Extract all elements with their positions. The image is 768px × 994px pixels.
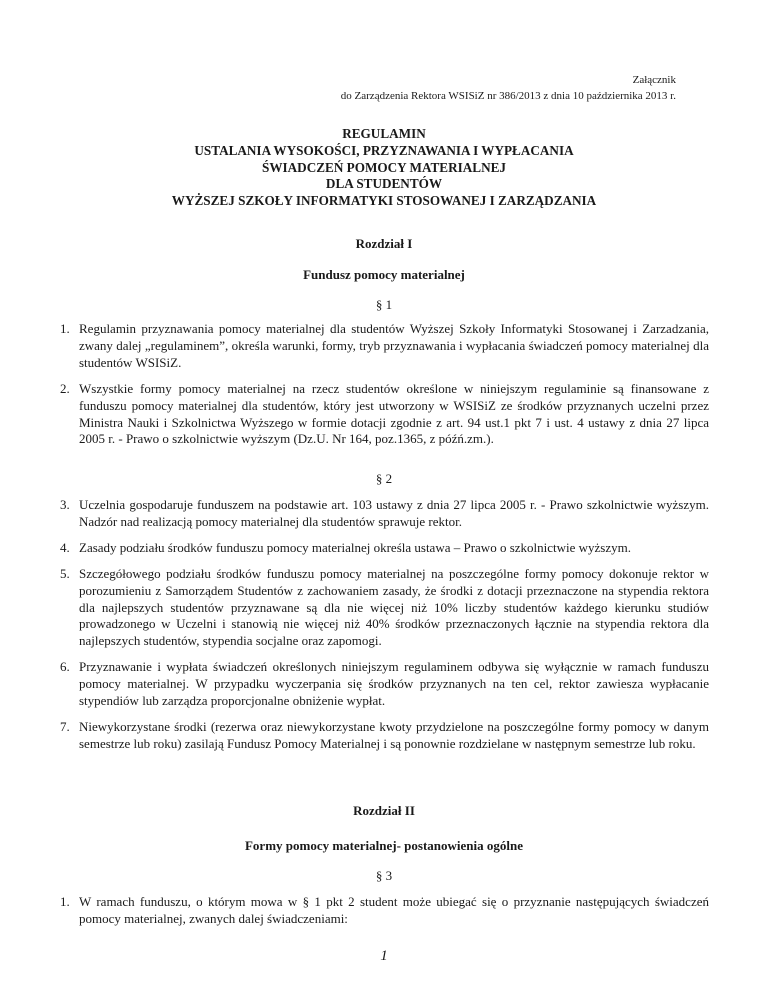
list-item <box>60 381 709 449</box>
list-item <box>60 894 709 928</box>
list-item <box>60 659 709 710</box>
annex-label: Załącznik <box>632 74 676 86</box>
list-item <box>60 321 709 372</box>
chapter-2-subheading: Formy pomocy materialnej- postanowienia ogólne <box>244 838 524 853</box>
item-number: 6. <box>60 659 70 675</box>
list-item <box>60 497 709 531</box>
item-text: Wszystkie formy pomocy materialnej na rzecz studentów określone w niniejszym regulaminie są finansowane z funduszu pomocy materialnej dla studentów, który jest utworzony w WSISiZ ze środków przyznanych uczelni przez Ministra Nauki i Szkolnictwa Wyższego w formie dotacji zgodnie z art. 94 ust.1 pkt 7 i ust. 4 ustawy z dnia 27 lipca 2005 r. - Prawo o szkolnictwie wyższym (Dz.U. Nr 164, poz.1365, z późń.zm.). <box>79 380 709 447</box>
section-1-mark: § 1 <box>375 297 393 312</box>
annex-reference: do Zarządzenia Rektora WSISiZ nr 386/2013 z dnia 10 października 2013 r. <box>340 90 676 102</box>
item-number: 3. <box>60 497 70 512</box>
section-2-mark: § 2 <box>375 471 393 486</box>
title-line-4: DLA STUDENTÓW <box>325 176 443 192</box>
section-3-list <box>60 894 709 928</box>
item-text: Uczelnia gospodaruje funduszem na podstawie art. 103 ustawy z dnia 27 lipca 2005 r. - Prawo szkolnictwie wyższym. Nadzór nad realizacją pomocy materialnej dla studentów sprawuje rektor. <box>79 497 709 529</box>
item-number: 2. <box>60 380 70 396</box>
page-number: 1 <box>380 948 388 964</box>
item-number: 1. <box>60 894 70 909</box>
list-item <box>60 566 709 651</box>
item-text: Zasady podziału środków funduszu pomocy materialnej określa ustawa – Prawo o szkolnictwie wyższym. <box>79 539 631 555</box>
item-number: 4. <box>60 539 70 555</box>
document-title <box>60 126 708 210</box>
item-number: 5. <box>60 565 70 581</box>
item-number: 7. <box>60 718 70 734</box>
list-item <box>60 540 709 557</box>
chapter-2-heading: Rozdział II <box>353 803 415 818</box>
section-3-mark: § 3 <box>375 868 393 883</box>
item-number: 1. <box>60 321 70 336</box>
title-line-5: WYŻSZEJ SZKOŁY INFORMATYKI STOSOWANEJ I ZARZĄDZANIA <box>171 193 597 209</box>
chapter-1-heading: Rozdział I <box>355 236 413 251</box>
section-2-list <box>60 497 709 753</box>
title-line-1: REGULAMIN <box>342 126 426 141</box>
title-line-3: ŚWIADCZEŃ POMOCY MATERIALNEJ <box>262 159 506 175</box>
item-text: Niewykorzystane środki (rezerwa oraz niewykorzystane kwoty przydzielone na poszczególne formy pomocy w danym semestrze lub roku) zasilają Fundusz Pomocy Materialnej i są ponownie rozdzielane w następnym semestrze lub roku. <box>79 718 709 751</box>
item-text: W ramach funduszu, o którym mowa w § 1 pkt 2 student może ubiegać się o przyznanie następujących świadczeń pomocy materialnej, zwanych dalej świadczeniami: <box>79 894 709 926</box>
item-text: Regulamin przyznawania pomocy materialnej dla studentów Wyższej Szkoły Informatyki Stosowanej i Zarzadzania, zwany dalej „regulaminem”, określa warunki, formy, tryb przyznawania i wypłacania świadczeń pomocy materialnej dla studentów WSISiZ. <box>79 321 709 370</box>
list-item <box>60 719 709 753</box>
item-text: Przyznawanie i wypłata świadczeń określonych niniejszym regulaminem odbywa się wyłącznie w ramach funduszu pomocy materialnej. W przypadku wyczerpania się środków przyznanych na ten cel, rektor zawiesza wypłacanie stypendiów lub zarządza proporcjonalne obniżenie wypłat. <box>79 659 709 709</box>
title-line-2: USTALANIA WYSOKOŚCI, PRZYZNAWANIA I WYPŁACANIA <box>194 142 574 158</box>
item-text: Szczegółowego podziału środków funduszu pomocy materialnej na poszczególne formy pomocy dokonuje rektor w porozumieniu z Samorządem Studentów z zachowaniem zasady, że środki z dotacji przeznaczone na stypendia rektora dla najlepszych studentów przyznawane są dla nie więcej niż 10% liczby studentów każdego kierunku studiów prowadzonego w Uczelni i stanowią nie więcej niż 40% środków przeznaczonych łącznie na stypendia rektora dla najlepszych studentów, stypendia socjalne oraz zapomogi. <box>79 565 709 649</box>
section-1-list <box>60 321 709 448</box>
annex-note <box>341 72 676 104</box>
chapter-1-subheading: Fundusz pomocy materialnej <box>303 267 465 282</box>
